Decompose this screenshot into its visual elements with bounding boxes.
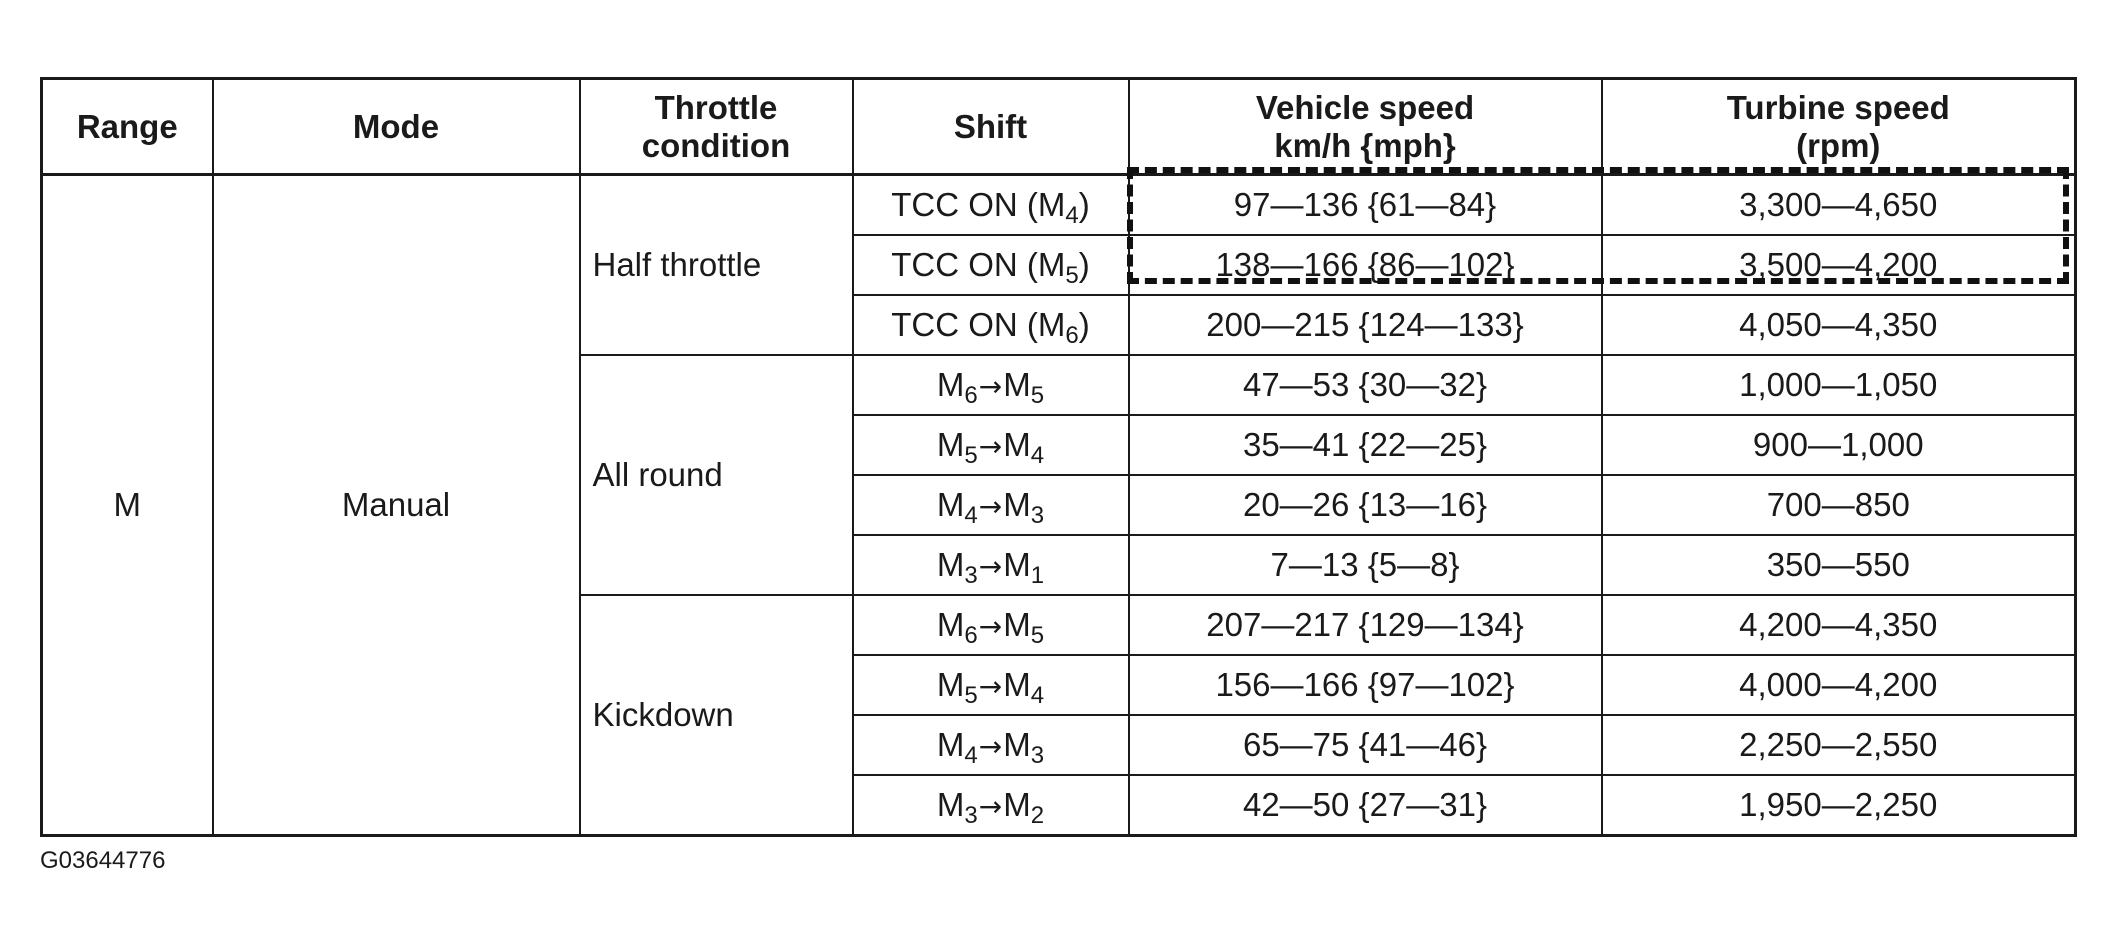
arrow-icon: → — [978, 430, 1003, 464]
throttle-condition-cell: All round — [580, 355, 853, 595]
turbine-speed-cell: 1,000—1,050 — [1602, 355, 2076, 415]
table-body — [42, 175, 2076, 836]
gear-letter: M — [936, 726, 965, 764]
shift-speed-table — [40, 77, 2077, 837]
gear-letter: M — [1003, 366, 1031, 404]
header-shift: Shift — [853, 79, 1129, 175]
shift-cell — [853, 415, 1129, 475]
gear-letter: M — [936, 786, 965, 824]
gear-number: 1 — [1030, 562, 1045, 590]
gear-number: 4 — [1030, 682, 1045, 710]
table-header — [42, 79, 2076, 175]
header-turbine-speed — [1602, 79, 2076, 175]
shift-prefix: TCC ON ( — [891, 186, 1038, 224]
shift-cell — [853, 775, 1129, 836]
header-vehicle-line1: Vehicle speed — [1255, 88, 1475, 126]
shift-suffix: ) — [1078, 246, 1090, 284]
turbine-speed-cell: 3,500—4,200 — [1602, 235, 2076, 295]
gear-letter: M — [936, 426, 965, 464]
vehicle-speed-cell: 42—50 {27—31} — [1129, 775, 1602, 836]
arrow-icon: → — [978, 610, 1003, 644]
header-throttle-condition — [580, 79, 853, 175]
arrow-icon: → — [978, 490, 1003, 524]
shift-prefix: TCC ON ( — [891, 246, 1038, 284]
arrow-icon: → — [978, 550, 1003, 584]
gear-number: 5 — [1030, 622, 1045, 650]
turbine-speed-cell: 900—1,000 — [1602, 415, 2076, 475]
throttle-condition-cell: Kickdown — [580, 595, 853, 836]
gear-letter: M — [1003, 546, 1031, 584]
vehicle-speed-cell: 20—26 {13—16} — [1129, 475, 1602, 535]
gear-letter: M — [936, 666, 965, 704]
shift-cell — [853, 175, 1129, 236]
vehicle-speed-cell: 65—75 {41—46} — [1129, 715, 1602, 775]
gear-number: 5 — [964, 442, 978, 470]
gear-number: 3 — [1030, 502, 1045, 530]
shift-cell — [853, 295, 1129, 355]
table-row — [42, 175, 2076, 236]
vehicle-speed-cell: 200—215 {124—133} — [1129, 295, 1602, 355]
gear-letter: M — [1037, 186, 1066, 224]
shift-prefix: TCC ON ( — [891, 306, 1038, 344]
gear-number: 4 — [1065, 202, 1079, 230]
gear-number: 3 — [1030, 742, 1045, 770]
turbine-speed-cell: 1,950—2,250 — [1602, 775, 2076, 836]
shift-cell — [853, 235, 1129, 295]
turbine-speed-cell: 4,050—4,350 — [1602, 295, 2076, 355]
arrow-icon: → — [978, 670, 1003, 704]
gear-number: 6 — [964, 382, 978, 410]
figure-id: G03644776 — [40, 847, 166, 874]
throttle-condition-cell: Half throttle — [580, 175, 853, 356]
range-cell: M — [42, 175, 213, 836]
header-mode: Mode — [213, 79, 580, 175]
header-range: Range — [42, 79, 213, 175]
arrow-icon: → — [978, 790, 1003, 824]
gear-number: 3 — [964, 802, 978, 830]
gear-letter: M — [936, 546, 965, 584]
header-vehicle-speed — [1129, 79, 1602, 175]
turbine-speed-cell: 350—550 — [1602, 535, 2076, 595]
gear-number: 6 — [1065, 322, 1079, 350]
header-vehicle-line2: km/h {mph} — [1274, 126, 1456, 164]
shift-cell — [853, 595, 1129, 655]
gear-letter: M — [1037, 246, 1066, 284]
arrow-icon: → — [978, 730, 1003, 764]
shift-cell — [853, 355, 1129, 415]
vehicle-speed-cell: 7—13 {5—8} — [1129, 535, 1602, 595]
arrow-icon: → — [978, 370, 1003, 404]
turbine-speed-cell: 700—850 — [1602, 475, 2076, 535]
shift-cell — [853, 535, 1129, 595]
shift-suffix: ) — [1078, 186, 1090, 224]
turbine-speed-cell: 3,300—4,650 — [1602, 175, 2076, 236]
gear-number: 4 — [964, 742, 978, 770]
shift-suffix: ) — [1078, 306, 1090, 344]
shift-cell — [853, 715, 1129, 775]
header-turbine-line2: (rpm) — [1796, 126, 1881, 164]
turbine-speed-cell: 4,200—4,350 — [1602, 595, 2076, 655]
gear-letter: M — [1003, 666, 1031, 704]
gear-letter: M — [1003, 486, 1031, 524]
mode-cell: Manual — [213, 175, 580, 836]
gear-letter: M — [1037, 306, 1066, 344]
gear-number: 4 — [964, 502, 978, 530]
header-throttle-line1: Throttle — [654, 88, 778, 126]
vehicle-speed-cell: 156—166 {97—102} — [1129, 655, 1602, 715]
gear-letter: M — [1003, 426, 1031, 464]
vehicle-speed-cell: 97—136 {61—84} — [1129, 175, 1602, 236]
shift-cell — [853, 475, 1129, 535]
gear-letter: M — [1003, 606, 1031, 644]
vehicle-speed-cell: 47—53 {30—32} — [1129, 355, 1602, 415]
gear-number: 6 — [964, 622, 978, 650]
gear-number: 5 — [1065, 262, 1079, 290]
gear-letter: M — [1003, 726, 1031, 764]
gear-number: 3 — [964, 562, 978, 590]
header-throttle-line2: condition — [641, 126, 791, 164]
gear-letter: M — [936, 486, 965, 524]
vehicle-speed-cell: 207—217 {129—134} — [1129, 595, 1602, 655]
turbine-speed-cell: 2,250—2,550 — [1602, 715, 2076, 775]
gear-number: 5 — [1030, 382, 1045, 410]
gear-number: 4 — [1030, 442, 1045, 470]
vehicle-speed-cell: 138—166 {86—102} — [1129, 235, 1602, 295]
gear-letter: M — [936, 606, 965, 644]
gear-number: 2 — [1030, 802, 1045, 830]
shift-cell — [853, 655, 1129, 715]
gear-letter: M — [1003, 786, 1031, 824]
header-row — [42, 79, 2076, 175]
gear-letter: M — [936, 366, 965, 404]
gear-number: 5 — [964, 682, 978, 710]
vehicle-speed-cell: 35—41 {22—25} — [1129, 415, 1602, 475]
header-turbine-line1: Turbine speed — [1726, 88, 1950, 126]
turbine-speed-cell: 4,000—4,200 — [1602, 655, 2076, 715]
